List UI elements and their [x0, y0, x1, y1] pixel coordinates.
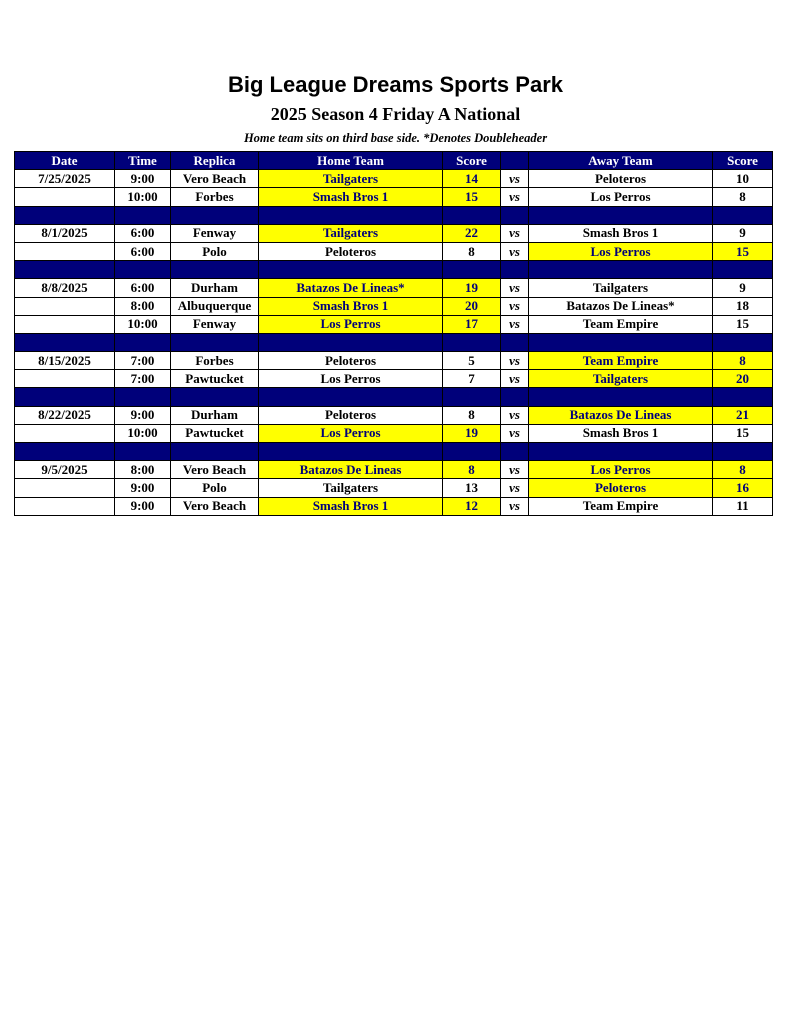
game-date	[15, 424, 115, 442]
page-title: Big League Dreams Sports Park	[227, 72, 563, 97]
away-team: Los Perros	[529, 242, 713, 260]
home-score: 8	[443, 406, 501, 424]
game-replica: Polo	[171, 479, 259, 497]
away-team: Team Empire	[529, 352, 713, 370]
away-team: Team Empire	[529, 497, 713, 515]
home-score: 15	[443, 188, 501, 206]
away-score: 20	[713, 370, 773, 388]
game-date	[15, 497, 115, 515]
home-score: 8	[443, 242, 501, 260]
col-vs	[501, 152, 529, 170]
home-team: Tailgaters	[259, 170, 443, 188]
table-row	[15, 497, 773, 515]
game-time: 9:00	[115, 479, 171, 497]
game-replica: Vero Beach	[171, 170, 259, 188]
game-date: 8/22/2025	[15, 406, 115, 424]
game-date	[15, 242, 115, 260]
away-team: Team Empire	[529, 315, 713, 333]
away-team: Smash Bros 1	[529, 224, 713, 242]
away-score: 15	[713, 315, 773, 333]
vs-label: vs	[501, 170, 529, 188]
home-team: Smash Bros 1	[259, 297, 443, 315]
away-score: 15	[713, 242, 773, 260]
game-date	[15, 370, 115, 388]
game-time: 6:00	[115, 242, 171, 260]
away-score: 16	[713, 479, 773, 497]
home-score: 20	[443, 297, 501, 315]
away-team: Los Perros	[529, 461, 713, 479]
game-date	[15, 315, 115, 333]
game-time: 10:00	[115, 188, 171, 206]
away-score: 8	[713, 461, 773, 479]
game-replica: Durham	[171, 406, 259, 424]
table-row	[15, 370, 773, 388]
table-row	[15, 279, 773, 297]
home-team: Tailgaters	[259, 479, 443, 497]
home-score: 19	[443, 424, 501, 442]
vs-label: vs	[501, 315, 529, 333]
separator-row	[15, 206, 773, 224]
away-team: Batazos De Lineas	[529, 406, 713, 424]
table-row	[15, 352, 773, 370]
col-away-score: Score	[713, 152, 773, 170]
away-score: 8	[713, 188, 773, 206]
separator-row	[15, 333, 773, 351]
vs-label: vs	[501, 242, 529, 260]
game-time: 7:00	[115, 370, 171, 388]
home-score: 8	[443, 461, 501, 479]
away-team: Peloteros	[529, 479, 713, 497]
game-date: 7/25/2025	[15, 170, 115, 188]
away-team: Tailgaters	[529, 370, 713, 388]
table-row	[15, 479, 773, 497]
vs-label: vs	[501, 497, 529, 515]
game-replica: Pawtucket	[171, 424, 259, 442]
game-time: 10:00	[115, 424, 171, 442]
away-score: 21	[713, 406, 773, 424]
home-team: Peloteros	[259, 406, 443, 424]
game-time: 6:00	[115, 224, 171, 242]
home-team: Los Perros	[259, 370, 443, 388]
game-date: 8/8/2025	[15, 279, 115, 297]
page-subtitle: 2025 Season 4 Friday A National	[270, 104, 521, 124]
doubleheader-note: Home team sits on third base side. *Denotes Doubleheader	[243, 131, 548, 145]
separator-row	[15, 388, 773, 406]
schedule-table	[14, 151, 773, 516]
col-home-score: Score	[443, 152, 501, 170]
home-score: 12	[443, 497, 501, 515]
home-team: Smash Bros 1	[259, 188, 443, 206]
table-row	[15, 170, 773, 188]
away-score: 9	[713, 224, 773, 242]
table-row	[15, 242, 773, 260]
away-team: Los Perros	[529, 188, 713, 206]
home-team: Peloteros	[259, 242, 443, 260]
away-team: Tailgaters	[529, 279, 713, 297]
table-row	[15, 406, 773, 424]
game-date	[15, 479, 115, 497]
table-row	[15, 461, 773, 479]
home-score: 19	[443, 279, 501, 297]
game-replica: Forbes	[171, 188, 259, 206]
game-replica: Durham	[171, 279, 259, 297]
col-away-team: Away Team	[529, 152, 713, 170]
col-replica: Replica	[171, 152, 259, 170]
home-team: Batazos De Lineas*	[259, 279, 443, 297]
game-time: 7:00	[115, 352, 171, 370]
game-date	[15, 297, 115, 315]
game-replica: Vero Beach	[171, 461, 259, 479]
home-score: 17	[443, 315, 501, 333]
home-score: 14	[443, 170, 501, 188]
home-team: Tailgaters	[259, 224, 443, 242]
game-date: 8/15/2025	[15, 352, 115, 370]
game-time: 8:00	[115, 297, 171, 315]
home-score: 13	[443, 479, 501, 497]
away-score: 10	[713, 170, 773, 188]
vs-label: vs	[501, 224, 529, 242]
vs-label: vs	[501, 297, 529, 315]
away-team: Smash Bros 1	[529, 424, 713, 442]
away-team: Batazos De Lineas*	[529, 297, 713, 315]
away-score: 15	[713, 424, 773, 442]
away-score: 18	[713, 297, 773, 315]
home-team: Smash Bros 1	[259, 497, 443, 515]
table-row	[15, 188, 773, 206]
table-row	[15, 315, 773, 333]
away-score: 11	[713, 497, 773, 515]
vs-label: vs	[501, 461, 529, 479]
game-replica: Vero Beach	[171, 497, 259, 515]
vs-label: vs	[501, 424, 529, 442]
game-time: 10:00	[115, 315, 171, 333]
away-score: 8	[713, 352, 773, 370]
game-replica: Fenway	[171, 315, 259, 333]
game-time: 9:00	[115, 406, 171, 424]
vs-label: vs	[501, 188, 529, 206]
game-date: 8/1/2025	[15, 224, 115, 242]
vs-label: vs	[501, 352, 529, 370]
game-time: 9:00	[115, 170, 171, 188]
game-date: 9/5/2025	[15, 461, 115, 479]
table-row	[15, 224, 773, 242]
away-team: Peloteros	[529, 170, 713, 188]
game-replica: Albuquerque	[171, 297, 259, 315]
home-score: 5	[443, 352, 501, 370]
game-date	[15, 188, 115, 206]
home-team: Los Perros	[259, 424, 443, 442]
home-score: 22	[443, 224, 501, 242]
game-replica: Pawtucket	[171, 370, 259, 388]
table-row	[15, 424, 773, 442]
home-score: 7	[443, 370, 501, 388]
col-date: Date	[15, 152, 115, 170]
vs-label: vs	[501, 370, 529, 388]
game-time: 9:00	[115, 497, 171, 515]
game-time: 6:00	[115, 279, 171, 297]
separator-row	[15, 443, 773, 461]
game-replica: Forbes	[171, 352, 259, 370]
home-team: Batazos De Lineas	[259, 461, 443, 479]
col-time: Time	[115, 152, 171, 170]
separator-row	[15, 261, 773, 279]
col-home-team: Home Team	[259, 152, 443, 170]
home-team: Peloteros	[259, 352, 443, 370]
header-row	[15, 152, 773, 170]
away-score: 9	[713, 279, 773, 297]
vs-label: vs	[501, 279, 529, 297]
home-team: Los Perros	[259, 315, 443, 333]
table-row	[15, 297, 773, 315]
game-replica: Polo	[171, 242, 259, 260]
game-time: 8:00	[115, 461, 171, 479]
vs-label: vs	[501, 406, 529, 424]
vs-label: vs	[501, 479, 529, 497]
game-replica: Fenway	[171, 224, 259, 242]
